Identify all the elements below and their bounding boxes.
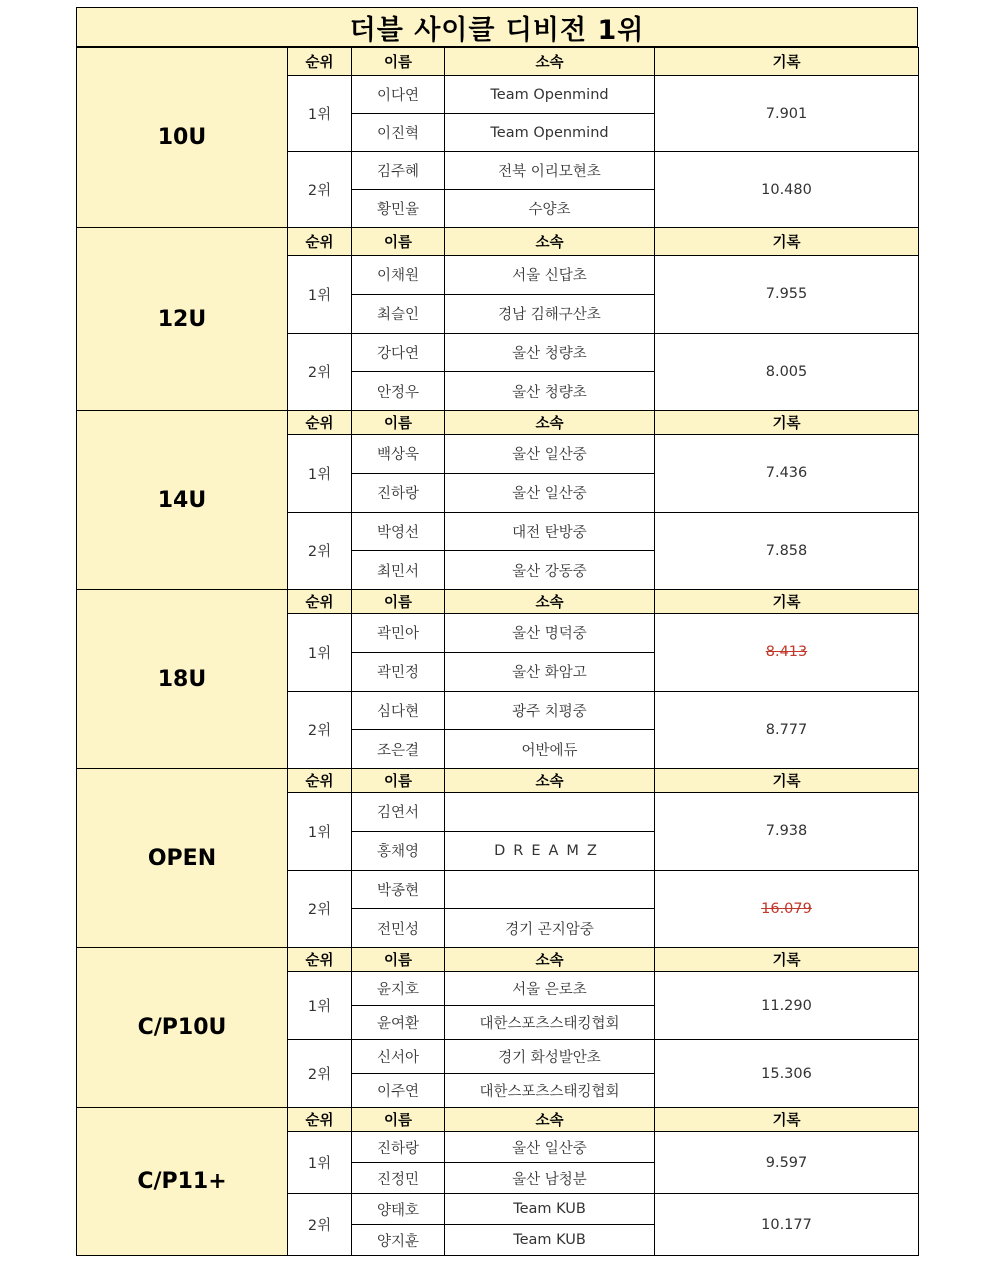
table-header-row <box>77 948 919 972</box>
name-cell: 곽민정 <box>352 652 445 691</box>
affiliation-cell: 서울 은로초 <box>445 972 655 1006</box>
header-record: 기록 <box>655 590 919 614</box>
affiliation-cell: 울산 일산중 <box>445 1132 655 1163</box>
affiliation-cell: 경남 김해구산초 <box>445 294 655 333</box>
header-affiliation: 소속 <box>445 948 655 972</box>
header-rank: 순위 <box>288 1108 352 1132</box>
record-cell: 8.413 <box>655 614 919 692</box>
name-cell: 김주혜 <box>352 152 445 190</box>
header-name: 이름 <box>352 228 445 256</box>
record-cell: 16.079 <box>655 870 919 948</box>
header-name: 이름 <box>352 1108 445 1132</box>
affiliation-cell: 대한스포츠스태킹협회 <box>445 1074 655 1108</box>
header-rank: 순위 <box>288 948 352 972</box>
affiliation-cell <box>445 793 655 832</box>
name-cell: 최슬인 <box>352 294 445 333</box>
rank-cell: 1위 <box>288 256 352 334</box>
results-table <box>76 47 919 1256</box>
header-name: 이름 <box>352 590 445 614</box>
affiliation-cell <box>445 870 655 909</box>
header-rank: 순위 <box>288 48 352 76</box>
name-cell: 전민성 <box>352 909 445 948</box>
rank-cell: 2위 <box>288 1040 352 1108</box>
affiliation-cell: 울산 일산중 <box>445 473 655 512</box>
table-header-row <box>77 411 919 435</box>
name-cell: 이채원 <box>352 256 445 295</box>
rank-cell: 2위 <box>288 1194 352 1256</box>
rank-cell: 2위 <box>288 333 352 411</box>
name-cell: 이진혁 <box>352 114 445 152</box>
header-name: 이름 <box>352 948 445 972</box>
affiliation-cell: 서울 신답초 <box>445 256 655 295</box>
affiliation-cell: 울산 명덕중 <box>445 614 655 653</box>
header-affiliation: 소속 <box>445 769 655 793</box>
page-title: 더블 사이클 디비전 1위 <box>76 7 918 47</box>
name-cell: 심다현 <box>352 691 445 730</box>
header-name: 이름 <box>352 48 445 76</box>
header-rank: 순위 <box>288 769 352 793</box>
name-cell: 황민율 <box>352 190 445 228</box>
division-category: C/P10U <box>77 948 288 1108</box>
header-affiliation: 소속 <box>445 48 655 76</box>
affiliation-cell: 수양초 <box>445 190 655 228</box>
affiliation-cell: 경기 곤지암중 <box>445 909 655 948</box>
name-cell: 진하랑 <box>352 473 445 512</box>
affiliation-cell: Team Openmind <box>445 76 655 114</box>
header-record: 기록 <box>655 1108 919 1132</box>
name-cell: 조은결 <box>352 730 445 769</box>
header-record: 기록 <box>655 948 919 972</box>
name-cell: 이다연 <box>352 76 445 114</box>
header-rank: 순위 <box>288 411 352 435</box>
header-rank: 순위 <box>288 228 352 256</box>
table-header-row <box>77 228 919 256</box>
affiliation-cell: Team KUB <box>445 1194 655 1225</box>
affiliation-cell: 울산 남청분 <box>445 1163 655 1194</box>
affiliation-cell: 울산 일산중 <box>445 435 655 474</box>
table-header-row <box>77 769 919 793</box>
name-cell: 양지훈 <box>352 1225 445 1256</box>
affiliation-cell: Team Openmind <box>445 114 655 152</box>
header-affiliation: 소속 <box>445 590 655 614</box>
record-cell: 10.177 <box>655 1194 919 1256</box>
record-cell: 8.005 <box>655 333 919 411</box>
name-cell: 윤지호 <box>352 972 445 1006</box>
division-category: 14U <box>77 411 288 590</box>
table-header-row <box>77 1108 919 1132</box>
rank-cell: 1위 <box>288 76 352 152</box>
header-record: 기록 <box>655 228 919 256</box>
name-cell: 안정우 <box>352 372 445 411</box>
table-header-row <box>77 48 919 76</box>
affiliation-cell: Team KUB <box>445 1225 655 1256</box>
division-category: C/P11+ <box>77 1108 288 1256</box>
name-cell: 신서아 <box>352 1040 445 1074</box>
header-record: 기록 <box>655 48 919 76</box>
record-cell: 8.777 <box>655 691 919 769</box>
affiliation-cell: 울산 강동중 <box>445 551 655 590</box>
rank-cell: 2위 <box>288 152 352 228</box>
header-affiliation: 소속 <box>445 1108 655 1132</box>
rank-cell: 1위 <box>288 972 352 1040</box>
table-header-row <box>77 590 919 614</box>
name-cell: 곽민아 <box>352 614 445 653</box>
header-name: 이름 <box>352 411 445 435</box>
header-record: 기록 <box>655 411 919 435</box>
record-cell: 7.938 <box>655 793 919 871</box>
division-category: 10U <box>77 48 288 228</box>
affiliation-cell: 울산 청량초 <box>445 372 655 411</box>
affiliation-cell: 대전 탄방중 <box>445 512 655 551</box>
header-affiliation: 소속 <box>445 411 655 435</box>
division-category: 12U <box>77 228 288 411</box>
rank-cell: 1위 <box>288 614 352 692</box>
division-category: OPEN <box>77 769 288 948</box>
affiliation-cell: 울산 화암고 <box>445 652 655 691</box>
rank-cell: 2위 <box>288 512 352 590</box>
name-cell: 진정민 <box>352 1163 445 1194</box>
division-category: 18U <box>77 590 288 769</box>
header-record: 기록 <box>655 769 919 793</box>
rank-cell: 2위 <box>288 870 352 948</box>
record-cell: 11.290 <box>655 972 919 1040</box>
rank-cell: 1위 <box>288 435 352 513</box>
record-cell: 7.858 <box>655 512 919 590</box>
record-cell: 7.901 <box>655 76 919 152</box>
rank-cell: 1위 <box>288 793 352 871</box>
record-cell: 7.436 <box>655 435 919 513</box>
affiliation-cell: 광주 치평중 <box>445 691 655 730</box>
record-cell: 15.306 <box>655 1040 919 1108</box>
record-cell: 9.597 <box>655 1132 919 1194</box>
name-cell: 김연서 <box>352 793 445 832</box>
name-cell: 양태호 <box>352 1194 445 1225</box>
name-cell: 백상욱 <box>352 435 445 474</box>
name-cell: 윤여환 <box>352 1006 445 1040</box>
record-cell: 10.480 <box>655 152 919 228</box>
name-cell: 박종현 <box>352 870 445 909</box>
name-cell: 박영선 <box>352 512 445 551</box>
results-sheet <box>76 7 918 1256</box>
name-cell: 최민서 <box>352 551 445 590</box>
name-cell: 이주연 <box>352 1074 445 1108</box>
rank-cell: 1위 <box>288 1132 352 1194</box>
record-cell: 7.955 <box>655 256 919 334</box>
affiliation-cell: 전북 이리모현초 <box>445 152 655 190</box>
affiliation-cell: 어반에듀 <box>445 730 655 769</box>
name-cell: 진하랑 <box>352 1132 445 1163</box>
affiliation-cell: DREAMZ <box>445 831 655 870</box>
affiliation-cell: 경기 화성발안초 <box>445 1040 655 1074</box>
header-name: 이름 <box>352 769 445 793</box>
header-rank: 순위 <box>288 590 352 614</box>
rank-cell: 2위 <box>288 691 352 769</box>
name-cell: 홍채영 <box>352 831 445 870</box>
affiliation-cell: 대한스포츠스태킹협회 <box>445 1006 655 1040</box>
header-affiliation: 소속 <box>445 228 655 256</box>
name-cell: 강다연 <box>352 333 445 372</box>
affiliation-cell: 울산 청량초 <box>445 333 655 372</box>
